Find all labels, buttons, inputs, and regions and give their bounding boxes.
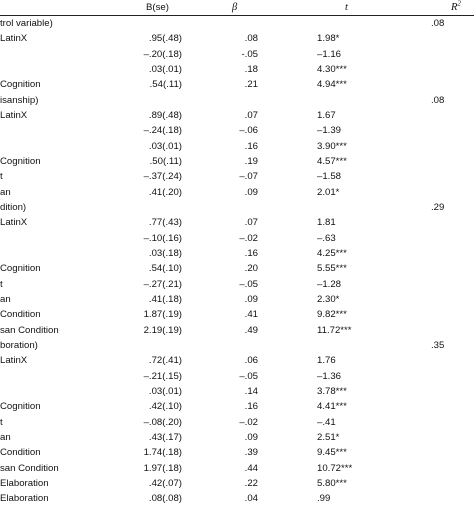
table-row bbox=[0, 215, 474, 230]
table-row bbox=[0, 292, 474, 307]
b-se-cell: .72(.41) bbox=[148, 355, 182, 367]
row-label: t bbox=[0, 278, 3, 290]
r2-cell: .08 bbox=[431, 18, 445, 29]
r2-cell: .29 bbox=[431, 201, 445, 213]
table-row bbox=[0, 185, 474, 200]
t-cell: 2.01* bbox=[317, 186, 340, 198]
table-row bbox=[0, 323, 474, 338]
t-cell: 11.72*** bbox=[317, 324, 352, 336]
b-se-cell: .42(.07) bbox=[148, 477, 182, 489]
row-label: t bbox=[0, 171, 3, 183]
b-se-cell: .08(.08) bbox=[148, 493, 182, 505]
beta-cell: .16 bbox=[244, 401, 258, 413]
t-cell: 2.51* bbox=[317, 431, 340, 443]
beta-cell: .16 bbox=[244, 140, 258, 152]
table-row bbox=[0, 108, 474, 123]
beta-cell: –.05 bbox=[239, 370, 258, 382]
beta-cell: .44 bbox=[244, 462, 258, 474]
beta-cell: –.05 bbox=[239, 278, 258, 290]
row-label: Cognition bbox=[0, 401, 41, 413]
beta-cell: .22 bbox=[244, 477, 258, 489]
beta-cell: .41 bbox=[244, 309, 258, 321]
b-se-cell: .54(.11) bbox=[149, 79, 182, 91]
header-r2-letter: R bbox=[451, 2, 458, 13]
beta-cell: .18 bbox=[244, 63, 258, 75]
t-cell: 4.25*** bbox=[317, 247, 347, 259]
row-label: Elaboration bbox=[0, 493, 49, 505]
b-se-cell: .77(.43) bbox=[148, 217, 182, 229]
beta-cell: .19 bbox=[244, 155, 258, 167]
b-se-cell: –.08(.20) bbox=[143, 416, 182, 428]
row-label: LatinX bbox=[0, 355, 28, 367]
t-cell: 3.90*** bbox=[317, 140, 347, 152]
row-label: t bbox=[0, 416, 3, 428]
beta-cell: –.02 bbox=[239, 416, 258, 428]
beta-cell: .21 bbox=[244, 79, 258, 91]
table-row bbox=[0, 476, 474, 491]
row-label: isanship) bbox=[0, 94, 39, 106]
header-t: t bbox=[345, 2, 348, 13]
beta-cell: .07 bbox=[244, 217, 258, 229]
beta-cell: .08 bbox=[244, 33, 258, 45]
beta-cell: –.02 bbox=[239, 232, 258, 244]
t-cell: –1.16 bbox=[317, 48, 342, 60]
row-label: dition) bbox=[0, 201, 27, 213]
row-label: an bbox=[0, 293, 11, 305]
table-row bbox=[0, 430, 474, 445]
t-cell: 10.72*** bbox=[317, 462, 353, 474]
row-label: LatinX bbox=[0, 33, 28, 45]
table-row bbox=[0, 93, 474, 108]
t-cell: 1.98* bbox=[317, 33, 340, 45]
table-row bbox=[0, 338, 474, 353]
table-row bbox=[0, 77, 474, 92]
b-se-cell: .03(.01) bbox=[148, 140, 182, 152]
b-se-cell: –.24(.18) bbox=[143, 125, 182, 137]
b-se-cell: –.21(.15) bbox=[143, 370, 182, 382]
table-row bbox=[0, 384, 474, 399]
b-se-cell: 1.74(.18) bbox=[143, 447, 182, 459]
t-cell: .99 bbox=[317, 493, 331, 505]
table-row bbox=[0, 246, 474, 261]
b-se-cell: .42(.10) bbox=[148, 401, 182, 413]
row-label: LatinX bbox=[0, 217, 28, 229]
row-label: boration) bbox=[0, 339, 38, 351]
b-se-cell: .41(.18) bbox=[148, 293, 182, 305]
table-row bbox=[0, 261, 474, 276]
b-se-cell: .89(.48) bbox=[148, 109, 182, 121]
t-cell: 9.45*** bbox=[317, 447, 347, 459]
r2-cell: .35 bbox=[431, 339, 445, 351]
t-cell: 4.57*** bbox=[317, 155, 347, 167]
t-cell: –1.36 bbox=[317, 370, 342, 382]
beta-cell: –.07 bbox=[239, 171, 258, 183]
table-row bbox=[0, 169, 474, 184]
row-label: san Condition bbox=[0, 462, 59, 474]
row-label: san Condition bbox=[0, 324, 59, 336]
b-se-cell: –.10(.16) bbox=[143, 232, 182, 244]
beta-cell: –.06 bbox=[239, 125, 258, 137]
beta-cell: .04 bbox=[244, 493, 258, 505]
b-se-cell: –.20(.18) bbox=[143, 48, 182, 60]
t-cell: 4.94*** bbox=[317, 79, 347, 91]
b-se-cell: 1.87(.19) bbox=[143, 309, 182, 321]
table-row bbox=[0, 307, 474, 322]
row-label: Condition bbox=[0, 447, 41, 459]
row-label: trol variable) bbox=[0, 18, 53, 29]
beta-cell: .09 bbox=[244, 431, 258, 443]
r2-cell: .08 bbox=[431, 94, 445, 106]
b-se-cell: .50(.11) bbox=[149, 155, 182, 167]
t-cell: 1.81 bbox=[317, 217, 336, 229]
table-row bbox=[0, 62, 474, 77]
table-row bbox=[0, 123, 474, 138]
table-row bbox=[0, 139, 474, 154]
beta-cell: .06 bbox=[244, 355, 258, 367]
t-cell: 1.76 bbox=[317, 355, 336, 367]
t-cell: 5.80*** bbox=[317, 477, 347, 489]
b-se-cell: –.37(.24) bbox=[143, 171, 182, 183]
header-r2-sup: 2 bbox=[457, 0, 461, 8]
row-label: an bbox=[0, 186, 11, 198]
header-r2 bbox=[451, 0, 461, 15]
b-se-cell: –.27(.21) bbox=[143, 278, 182, 290]
beta-cell: .39 bbox=[244, 447, 258, 459]
table-row bbox=[0, 47, 474, 62]
beta-cell: .16 bbox=[244, 247, 258, 259]
table-row bbox=[0, 154, 474, 169]
t-cell: –.63 bbox=[317, 232, 336, 244]
b-se-cell: .41(.20) bbox=[148, 186, 182, 198]
table-row bbox=[0, 277, 474, 292]
t-cell: 2.30* bbox=[317, 293, 340, 305]
t-cell: 3.78*** bbox=[317, 385, 347, 397]
t-cell: 5.55*** bbox=[317, 263, 347, 275]
table-row bbox=[0, 16, 474, 31]
b-se-cell: .54(.10) bbox=[148, 263, 182, 275]
table-row bbox=[0, 445, 474, 460]
header-b: B(se) bbox=[146, 2, 169, 13]
b-se-cell: 2.19(.19) bbox=[143, 324, 182, 336]
row-label: Cognition bbox=[0, 79, 41, 91]
beta-cell: .20 bbox=[244, 263, 258, 275]
b-se-cell: .03(.01) bbox=[148, 385, 182, 397]
row-label: LatinX bbox=[0, 109, 28, 121]
table-row bbox=[0, 353, 474, 368]
table-row bbox=[0, 415, 474, 430]
beta-cell: .49 bbox=[244, 324, 258, 336]
table-row bbox=[0, 31, 474, 46]
t-cell: 1.67 bbox=[317, 109, 336, 121]
table-row bbox=[0, 369, 474, 384]
table-row bbox=[0, 200, 474, 215]
t-cell: –.41 bbox=[317, 416, 336, 428]
t-cell: –1.58 bbox=[317, 171, 342, 183]
t-cell: –1.28 bbox=[317, 278, 342, 290]
t-cell: –1.39 bbox=[317, 125, 342, 137]
table-row bbox=[0, 491, 474, 506]
row-label: Cognition bbox=[0, 155, 41, 167]
row-label: Elaboration bbox=[0, 477, 49, 489]
beta-cell: .07 bbox=[244, 109, 258, 121]
beta-cell: .14 bbox=[244, 385, 258, 397]
b-se-cell: .03(.01) bbox=[148, 63, 182, 75]
beta-cell: .09 bbox=[244, 186, 258, 198]
b-se-cell: .43(.17) bbox=[148, 431, 182, 443]
b-se-cell: .95(.48) bbox=[148, 33, 182, 45]
t-cell: 9.82*** bbox=[317, 309, 347, 321]
row-label: an bbox=[0, 431, 11, 443]
header-beta: β bbox=[232, 2, 238, 13]
table-row bbox=[0, 231, 474, 246]
regression-table-body bbox=[0, 16, 474, 507]
row-label: Cognition bbox=[0, 263, 41, 275]
beta-cell: .09 bbox=[244, 293, 258, 305]
beta-cell: -.05 bbox=[241, 48, 258, 60]
b-se-cell: 1.97(.18) bbox=[143, 462, 182, 474]
b-se-cell: .03(.18) bbox=[148, 247, 182, 259]
table-row bbox=[0, 399, 474, 414]
t-cell: 4.30*** bbox=[317, 63, 347, 75]
t-cell: 4.41*** bbox=[317, 401, 347, 413]
row-label: Condition bbox=[0, 309, 41, 321]
